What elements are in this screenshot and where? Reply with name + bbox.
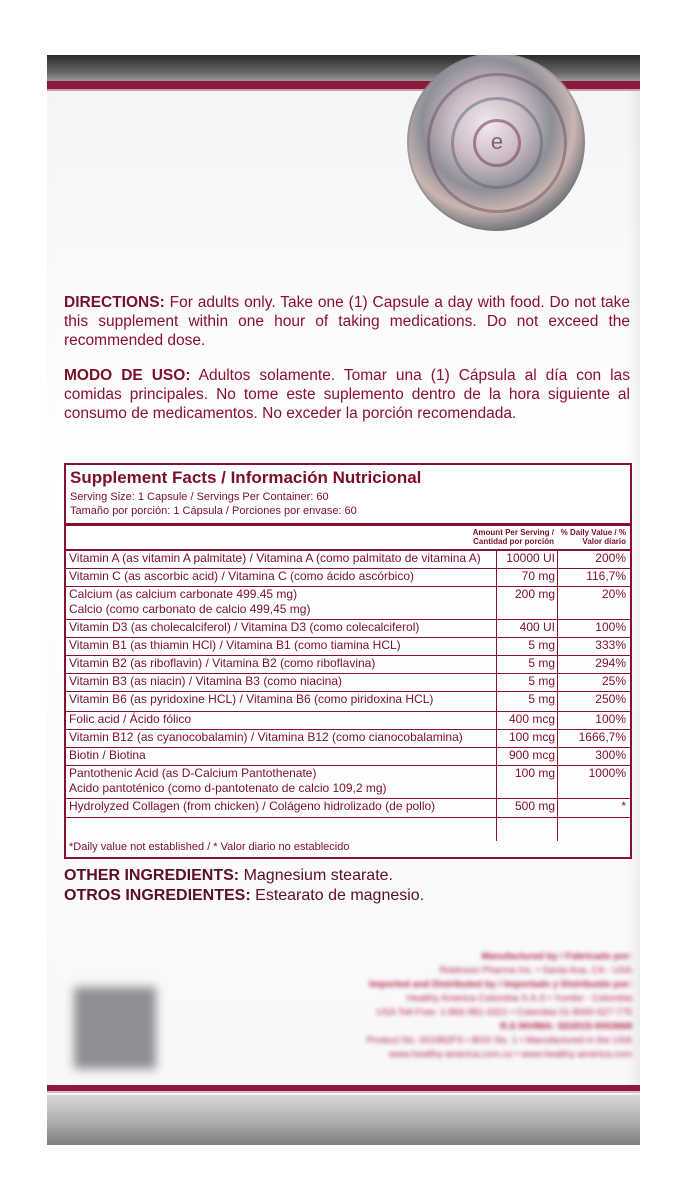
nutrient-dv: 1666,7% <box>578 730 626 744</box>
nutrient-amount: 5 mg <box>528 692 555 706</box>
col-dv-header: % Daily Value / % Valor diario <box>560 528 626 546</box>
table-row <box>66 569 630 587</box>
nutrient-name: Vitamin D3 (as cholecalciferol) / Vitamina D3 (como colecalciferol) <box>69 620 420 634</box>
nutrient-name: Vitamin B1 (as thiamin HCl) / Vitamina B1 (como tiamina HCL) <box>69 638 401 652</box>
nutrient-dv: 100% <box>595 620 626 634</box>
nutrient-name: Vitamin C (as ascorbic acid) / Vitamina C (como ácido ascórbico) <box>69 569 415 583</box>
header-rule <box>66 523 630 526</box>
table-row <box>66 799 630 818</box>
nutrient-name-es: Acido pantoténico (como d-pantotenato de calcio 109,2 mg) <box>69 781 387 795</box>
nutrient-name: Vitamin B12 (as cyanocobalamin) / Vitamina B12 (como cianocobalamina) <box>69 730 463 744</box>
directions-block <box>64 293 630 350</box>
table-row <box>66 638 630 656</box>
nutrient-amount: 200 mg <box>514 587 555 601</box>
hologram-seal-icon: e <box>407 55 585 231</box>
table-row <box>66 766 630 799</box>
nutrient-dv: 1000% <box>588 766 626 780</box>
maker-line: Imported and Distributed by / Importado y Distribuido por: <box>369 979 632 990</box>
table-row <box>66 551 630 569</box>
product-box-back <box>47 55 640 1145</box>
nutrient-name: Calcium (as calcium carbonate 499.45 mg) <box>69 587 298 601</box>
nutrient-name: Vitamin B6 (as pyridoxine HCL) / Vitamina B6 (como piridoxina HCL) <box>69 692 434 706</box>
nutrient-amount: 70 mg <box>521 569 555 583</box>
maker-line: Robinson Pharma Inc. • Santa Ana, CA - USA <box>439 965 632 976</box>
facts-footnote: *Daily value not established / * Valor diario no establecido <box>69 841 350 853</box>
modo-de-uso-label: MODO DE USO: <box>64 367 191 384</box>
directions-label: DIRECTIONS: <box>64 294 165 311</box>
nutrient-dv: 116,7% <box>586 569 626 583</box>
modo-de-uso-block <box>64 366 630 423</box>
nutrient-dv: 333% <box>595 638 626 652</box>
nutrient-amount: 400 mcg <box>508 712 555 726</box>
maker-line: Manufactured by / Fabricado por: <box>481 951 632 962</box>
table-row <box>66 587 630 620</box>
nutrient-amount: 100 mcg <box>508 730 555 744</box>
barcode-image <box>74 987 156 1069</box>
supplement-facts-panel <box>64 463 632 859</box>
otros-ingredientes-label: OTROS INGREDIENTES: <box>64 887 251 904</box>
nutrient-name: Vitamin A (as vitamin A palmitate) / Vitamina A (como palmitato de vitamina A) <box>69 551 481 565</box>
col-amount-header: Amount Per Serving / Cantidad por porción <box>472 528 554 546</box>
otros-ingredientes-text: Estearato de magnesio. <box>255 887 425 904</box>
table-row <box>66 712 630 730</box>
nutrient-name: Hydrolyzed Collagen (from chicken) / Colágeno hidrolizado (de pollo) <box>69 799 436 813</box>
nutrient-dv: 25% <box>601 674 626 688</box>
facts-title: Supplement Facts / Información Nutricional <box>70 468 422 487</box>
nutrient-dv: 300% <box>595 748 626 762</box>
nutrient-name: Vitamin B3 (as niacin) / Vitamina B3 (como niacina) <box>69 674 343 688</box>
nutrient-amount: 100 mg <box>514 766 555 780</box>
nutrient-name: Folic acid / Ácido fólico <box>69 712 192 726</box>
nutrient-name: Pantothenic Acid (as D-Calcium Pantothenate) <box>69 766 317 780</box>
serving-size-es: Tamaño por porción: 1 Cápsula / Porciones por envase: 60 <box>70 505 357 517</box>
facts-rows <box>66 551 630 818</box>
maker-line: R.S INVIMA: SD2015-0003668 <box>499 1021 632 1032</box>
other-ingredients <box>64 867 393 885</box>
nutrient-amount: 5 mg <box>528 656 555 670</box>
table-row <box>66 656 630 674</box>
table-row <box>66 730 630 748</box>
table-row <box>66 748 630 766</box>
maker-line: www.healthy-america.com.co • www.healthy-america.com <box>388 1049 632 1060</box>
directions-text: For adults only. Take one (1) Capsule a day with food. Do not take this supplement within one hour of taking medications. Do not exceed the recommended dose. <box>64 294 630 349</box>
otros-ingredientes <box>64 887 424 905</box>
nutrient-name-es: Calcio (como carbonato de calcio 499,45 mg) <box>69 602 311 616</box>
bottom-line <box>47 1091 640 1093</box>
modo-de-uso-text: Adultos solamente. Tomar una (1) Cápsula al día con las comidas principales. No tome este suplemento dentro de la hora siguiente al consumo de medicamentos. No exceder la porción recomendada. <box>64 367 630 422</box>
nutrient-dv: 200% <box>595 551 626 565</box>
serving-size-en: Serving Size: 1 Capsule / Servings Per Container: 60 <box>70 491 329 503</box>
bottom-band <box>47 1095 640 1145</box>
nutrient-dv: 294% <box>595 656 626 670</box>
nutrient-amount: 10000 UI <box>506 551 555 565</box>
table-row <box>66 620 630 638</box>
manufacturer-info <box>287 950 632 1062</box>
maker-line: USA Toll-Free: 1-866-981-4321 • Colombia 01-8000-527-775 <box>376 1007 632 1018</box>
nutrient-amount: 400 UI <box>519 620 555 634</box>
nutrient-amount: 5 mg <box>528 638 555 652</box>
nutrient-dv: 20% <box>601 587 626 601</box>
nutrient-name: Biotin / Biotina <box>69 748 146 762</box>
nutrient-dv: 250% <box>595 692 626 706</box>
nutrient-dv: * <box>621 799 626 813</box>
table-row <box>66 692 630 712</box>
nutrient-amount: 900 mcg <box>508 748 555 762</box>
other-ingredients-text: Magnesium stearate. <box>243 867 393 884</box>
maker-line: Healthy America Colombia S.A.S • Yumbo - Colombia <box>406 993 632 1004</box>
other-ingredients-label: OTHER INGREDIENTS: <box>64 867 240 884</box>
nutrient-amount: 5 mg <box>528 674 555 688</box>
nutrient-name: Vitamin B2 (as riboflavin) / Vitamina B2 (como riboflavina) <box>69 656 376 670</box>
nutrient-dv: 100% <box>595 712 626 726</box>
maker-line: Product No. 001982FS • BOX No. 1 • Manufactured in the USA <box>366 1035 632 1046</box>
nutrient-amount: 500 mg <box>514 799 555 813</box>
table-row <box>66 674 630 692</box>
